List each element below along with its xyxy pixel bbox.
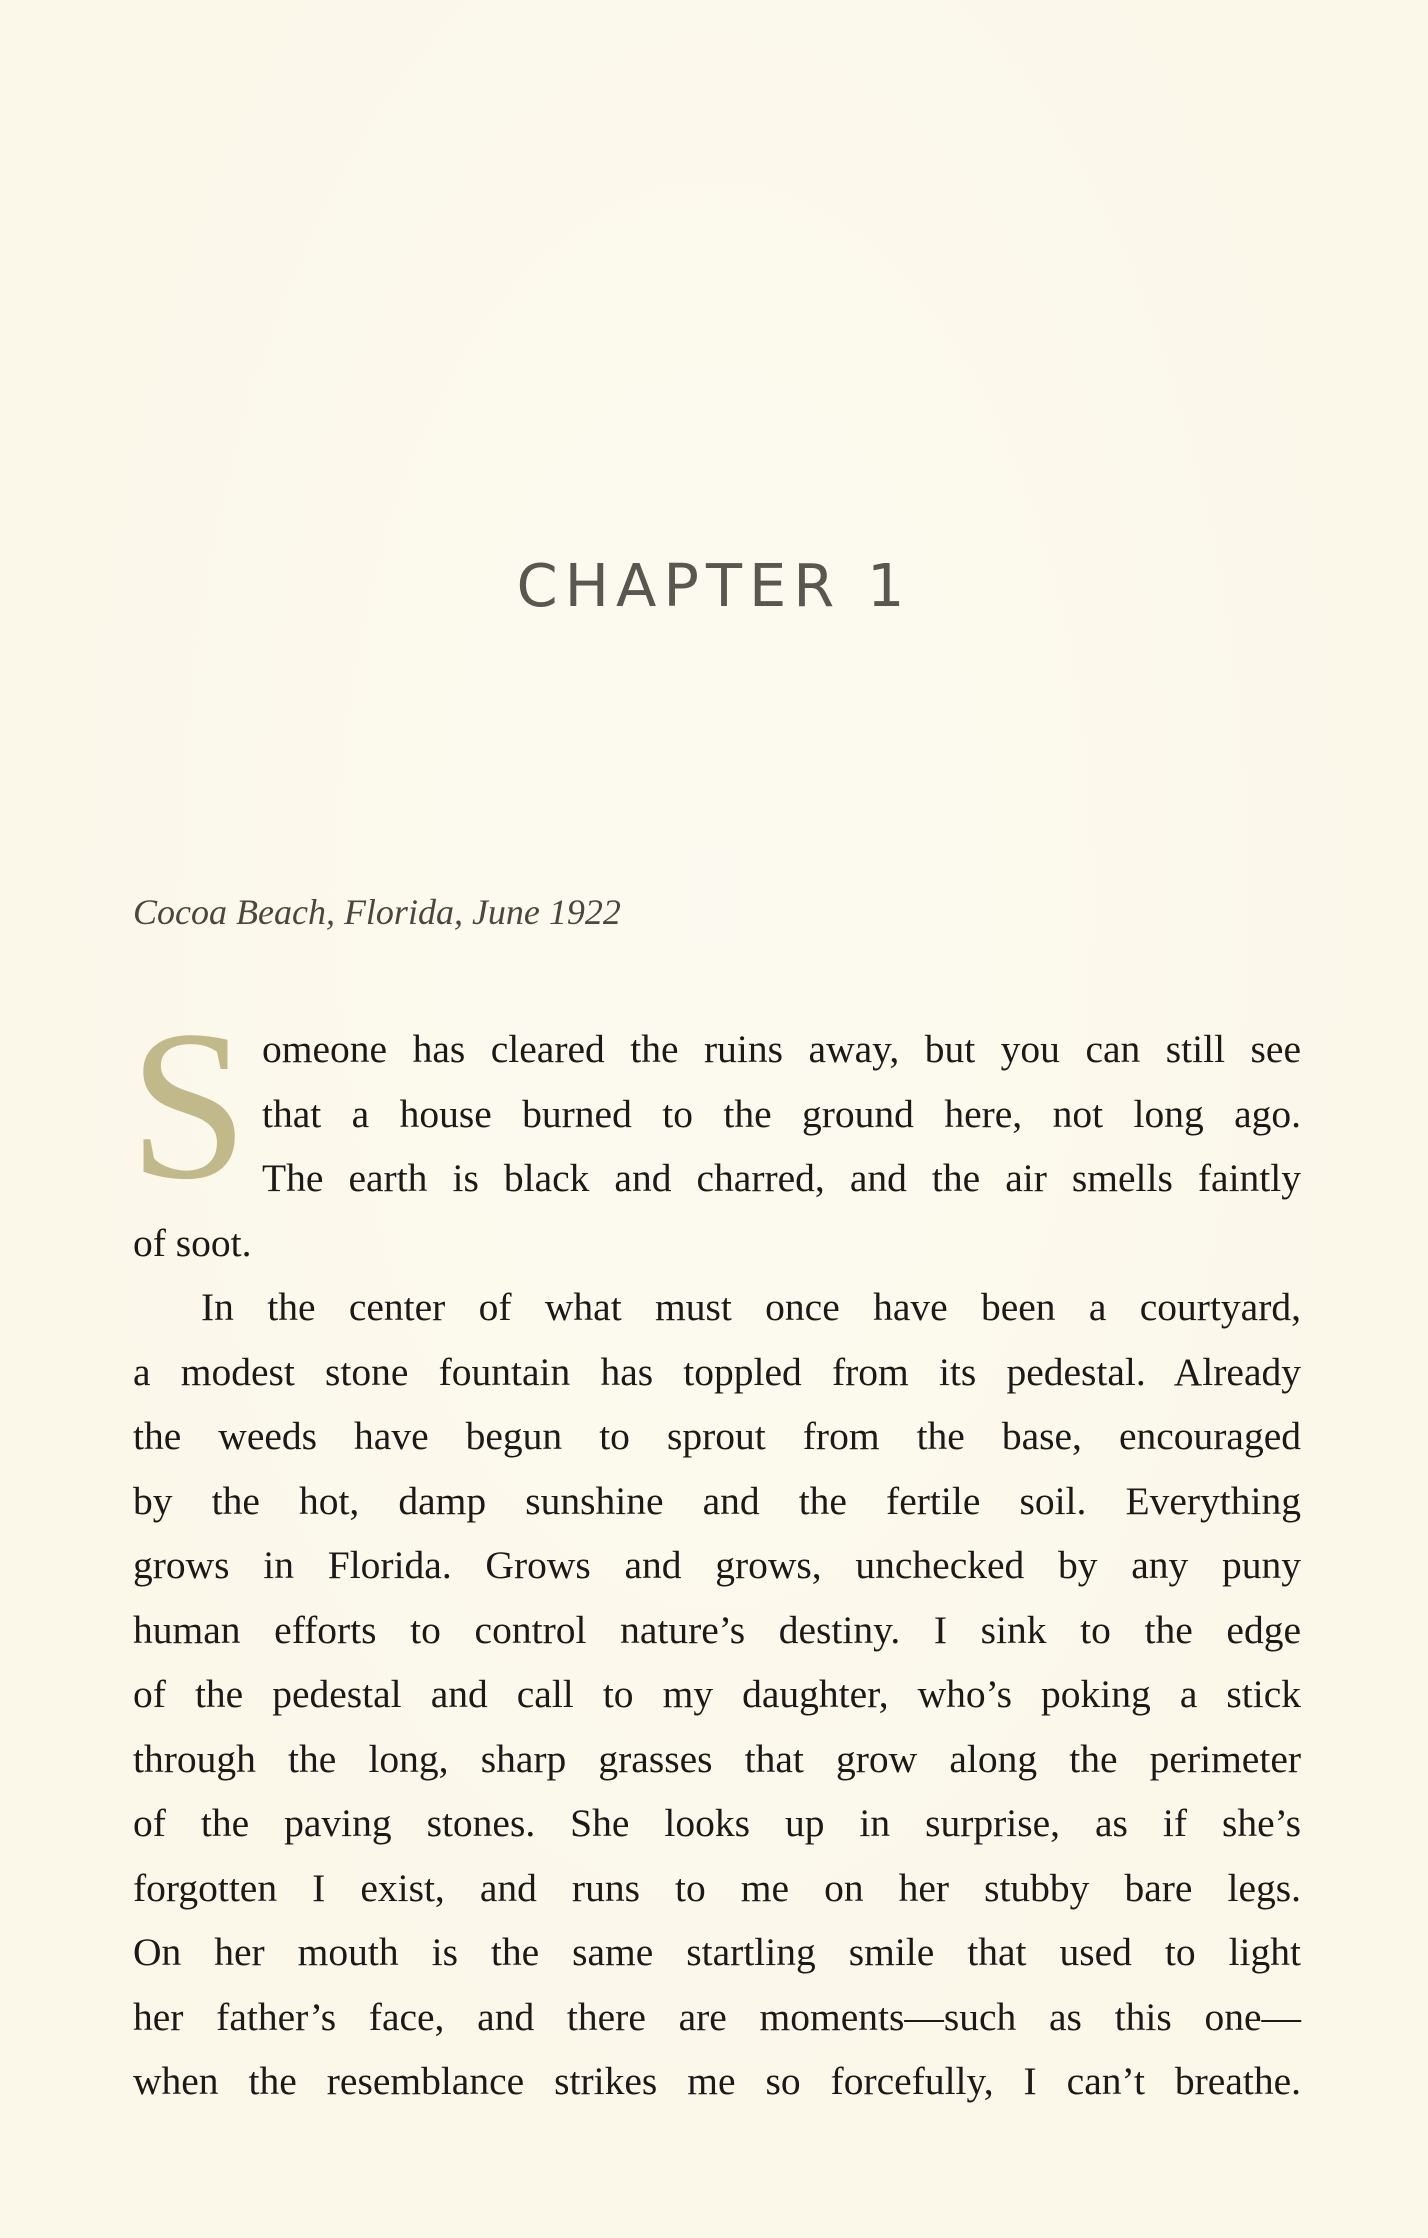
paragraph-1-line: that a house burned to the ground here, not long ago. — [262, 1091, 1301, 1136]
paragraph-2-line: On her mouth is the same startling smile that used to light — [133, 1930, 1301, 1974]
paragraph-2-line: when the resemblance strikes me so forcefully, I can’t breathe. — [133, 2059, 1301, 2103]
paragraph-2-line: of the pedestal and call to my daughter, who’s poking a stick — [133, 1672, 1301, 1716]
chapter-heading: CHAPTER 1 — [516, 551, 912, 620]
paragraph-2-line: a modest stone fountain has toppled from its pedestal. Already — [133, 1349, 1301, 1394]
paragraph-2-line: In the center of what must once have been a courtyard, — [201, 1285, 1301, 1329]
paragraph-2-line: through the long, sharp grasses that grow along the perimeter — [133, 1736, 1301, 1781]
paragraph-1 — [129, 987, 1301, 1275]
paragraph-1-line: omeone has cleared the ruins away, but you can still see — [262, 1027, 1301, 1071]
chapter-dateline: Cocoa Beach, Florida, June 1922 — [133, 892, 621, 932]
paragraph-1-line: of soot. — [133, 1220, 252, 1265]
paragraph-2-line: of the paving stones. She looks up in surprise, as if she’s — [133, 1801, 1301, 1845]
paragraph-2-line: the weeds have begun to sprout from the base, encouraged — [133, 1414, 1301, 1458]
chapter-body — [129, 987, 1301, 2114]
paragraph-2 — [133, 1275, 1301, 2114]
paragraph-2-line: human efforts to control nature’s destiny. I sink to the edge — [133, 1607, 1301, 1652]
paragraph-2-line: forgotten I exist, and runs to me on her stubby bare legs. — [133, 1865, 1301, 1910]
paragraph-1-line: The earth is black and charred, and the air smells faintly — [262, 1156, 1301, 1200]
drop-cap-letter: S — [129, 987, 249, 1224]
paragraph-2-line: her father’s face, and there are moments—such as this one— — [133, 1994, 1301, 2039]
paragraph-2-line: grows in Florida. Grows and grows, unchecked by any puny — [133, 1543, 1301, 1587]
paragraph-2-line: by the hot, damp sunshine and the fertile soil. Everything — [133, 1478, 1301, 1523]
